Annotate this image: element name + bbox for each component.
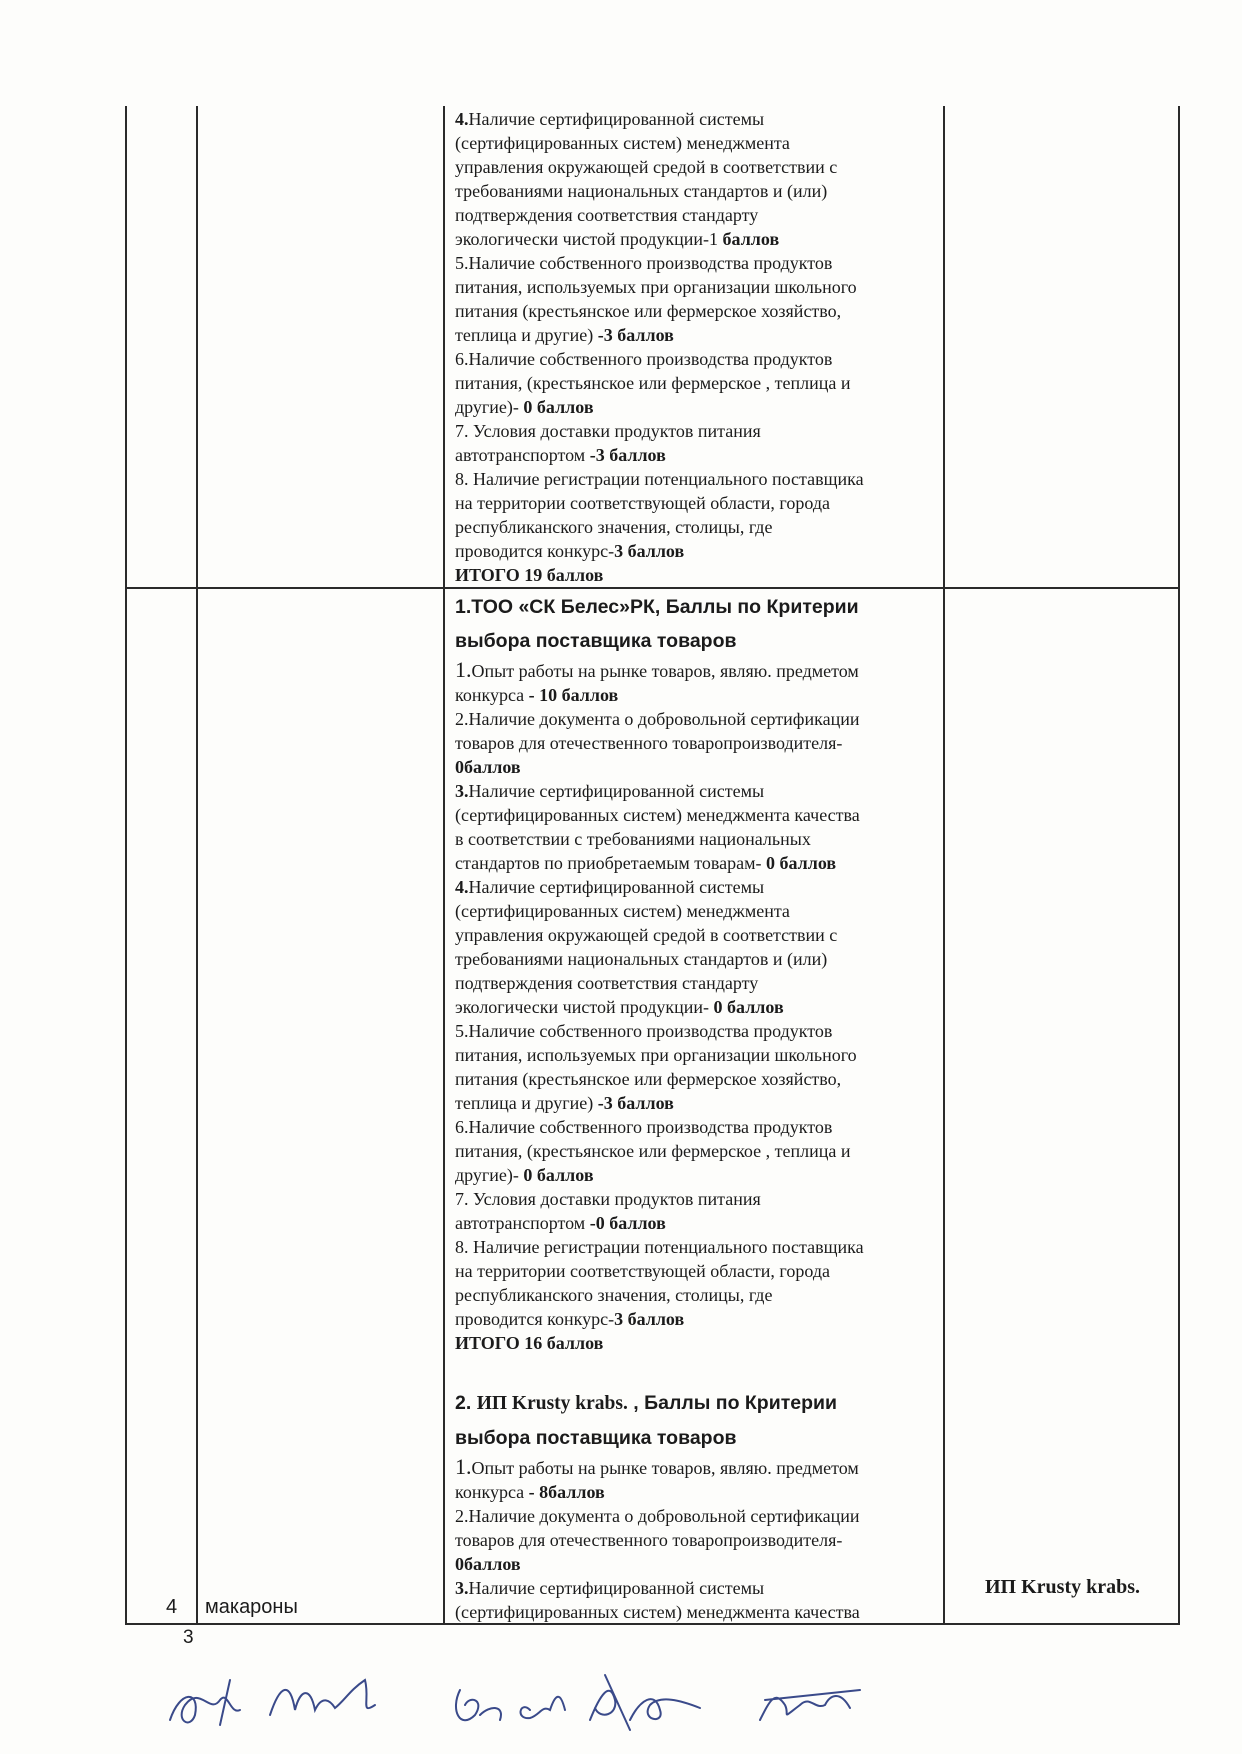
criterion-line bbox=[455, 155, 935, 179]
criterion-score-line bbox=[455, 323, 935, 347]
criterion-text: Условия доставки продуктов питания bbox=[468, 421, 761, 441]
criterion-text: Наличие собственного производства продуктов bbox=[468, 1021, 833, 1041]
criterion-line bbox=[455, 1455, 935, 1480]
criterion-score-line bbox=[455, 683, 935, 707]
criterion-item bbox=[455, 1576, 935, 1624]
criterion-line bbox=[455, 899, 935, 923]
criterion-line bbox=[455, 371, 935, 395]
supplier-heading-number: 2. bbox=[455, 1392, 477, 1414]
criterion-text: товаров для отечественного товаропроизводителя- bbox=[455, 1530, 843, 1550]
supplier-heading: 1.ТОО «СК Белес»РК, Баллы по Критерии bbox=[455, 596, 859, 618]
criterion-number: 4. bbox=[455, 109, 469, 129]
criterion-line bbox=[455, 779, 935, 803]
criterion-number: 2. bbox=[455, 709, 469, 729]
criterion-line bbox=[455, 347, 935, 371]
criterion-text: конкурса bbox=[455, 1482, 529, 1502]
criterion-text: республиканского значения, столицы, где bbox=[455, 517, 773, 537]
criterion-text: Наличие документа о добровольной сертификации bbox=[468, 709, 860, 729]
criterion-number: 4. bbox=[455, 877, 469, 897]
supplier-heading-line2: выбора поставщика товаров bbox=[455, 1427, 737, 1449]
criterion-number: 2. bbox=[455, 1506, 469, 1526]
criterion-item bbox=[455, 707, 935, 779]
criterion-text: Условия доставки продуктов питания bbox=[468, 1189, 761, 1209]
criterion-score: 0 баллов bbox=[523, 397, 594, 417]
criterion-item bbox=[455, 1115, 935, 1187]
criterion-number: 1. bbox=[455, 1454, 472, 1479]
criterion-text: конкурса bbox=[455, 685, 529, 705]
criterion-line bbox=[455, 1187, 935, 1211]
criterion-score-line bbox=[455, 1211, 935, 1235]
criterion-score: -0 баллов bbox=[589, 1213, 666, 1233]
winner-supplier: ИП Krusty krabs. bbox=[985, 1576, 1141, 1598]
criterion-score-line bbox=[455, 1552, 935, 1576]
criterion-item bbox=[455, 1504, 935, 1576]
criterion-text: питания, (крестьянское или фермерское , теплица и bbox=[455, 1141, 851, 1161]
criterion-text: Наличие сертифицированной системы bbox=[468, 877, 765, 897]
criterion-text: автотранспортом bbox=[455, 445, 590, 465]
criterion-text: управления окружающей средой в соответствии с bbox=[455, 925, 838, 945]
handwritten-signatures bbox=[160, 1660, 980, 1740]
criterion-line bbox=[455, 1283, 935, 1307]
criteria-list bbox=[455, 658, 935, 1355]
criterion-text: теплица и другие) bbox=[455, 1093, 598, 1113]
total-score: ИТОГО 16 баллов bbox=[455, 1333, 604, 1353]
criterion-number: 3. bbox=[455, 1578, 469, 1598]
criterion-score-line bbox=[455, 395, 935, 419]
criterion-text: (сертифицированных систем) менеджмента качества bbox=[455, 1602, 860, 1622]
criterion-text: на территории соответствующей области, города bbox=[455, 1261, 830, 1281]
criterion-text: на территории соответствующей области, города bbox=[455, 493, 830, 513]
criterion-score: 0 баллов bbox=[765, 853, 837, 873]
criterion-text: Опыт работы на рынке товаров, являю. предметом bbox=[471, 661, 859, 681]
criterion-text: питания, используемых при организации школьного bbox=[455, 1045, 857, 1065]
criterion-number: 3. bbox=[455, 781, 469, 801]
page-number: 3 bbox=[183, 1627, 194, 1648]
table-border-right bbox=[1178, 106, 1180, 1624]
criterion-line bbox=[455, 1139, 935, 1163]
criterion-line bbox=[455, 658, 935, 683]
criteria-list bbox=[455, 1455, 935, 1624]
criterion-number: 7. bbox=[455, 1189, 469, 1209]
signature-3 bbox=[456, 1690, 565, 1720]
criterion-line bbox=[455, 515, 935, 539]
criteria-block-previous bbox=[455, 107, 935, 587]
supplier-heading-line2: выбора поставщика товаров bbox=[455, 630, 737, 652]
supplier-heading-rest: , Баллы по Критерии bbox=[627, 1392, 837, 1414]
criterion-number: 6. bbox=[455, 349, 469, 369]
criterion-text: товаров для отечественного товаропроизводителя- bbox=[455, 733, 843, 753]
criterion-score-line bbox=[455, 995, 935, 1019]
criterion-text: проводится конкурс- bbox=[455, 1309, 615, 1329]
table-column-divider-1 bbox=[196, 106, 198, 1624]
criteria-block-krusty-krabs bbox=[455, 1386, 935, 1624]
criterion-number: 8. bbox=[455, 1237, 469, 1257]
criterion-line bbox=[455, 827, 935, 851]
criterion-line bbox=[455, 1528, 935, 1552]
criterion-score: 3 баллов bbox=[614, 541, 685, 561]
criterion-line bbox=[455, 299, 935, 323]
criterion-text: Опыт работы на рынке товаров, являю. предметом bbox=[471, 1458, 859, 1478]
criterion-text: управления окружающей средой в соответствии с bbox=[455, 157, 838, 177]
criterion-text: питания, (крестьянское или фермерское , теплица и bbox=[455, 373, 851, 393]
criterion-number: 6. bbox=[455, 1117, 469, 1137]
signature-2 bbox=[270, 1680, 375, 1715]
criterion-score-line bbox=[455, 443, 935, 467]
criterion-line bbox=[455, 203, 935, 227]
criterion-text: Наличие регистрации потенциального поставщика bbox=[468, 469, 864, 489]
signature-1 bbox=[170, 1680, 240, 1725]
criterion-item bbox=[455, 419, 935, 467]
criterion-text: Наличие регистрации потенциального поставщика bbox=[468, 1237, 864, 1257]
supplier-heading bbox=[455, 1386, 935, 1421]
criterion-text: подтверждения соответствия стандарту bbox=[455, 973, 759, 993]
criterion-line bbox=[455, 1235, 935, 1259]
criterion-score-line bbox=[455, 1163, 935, 1187]
criterion-score-line bbox=[455, 1091, 935, 1115]
criterion-text: Наличие сертифицированной системы bbox=[468, 781, 765, 801]
criterion-text: питания (крестьянское или фермерское хозяйство, bbox=[455, 1069, 842, 1089]
criterion-text: подтверждения соответствия стандарту bbox=[455, 205, 759, 225]
criterion-number: 5. bbox=[455, 253, 469, 273]
criterion-text: питания (крестьянское или фермерское хозяйство, bbox=[455, 301, 842, 321]
criterion-text: Наличие сертифицированной системы bbox=[468, 1578, 765, 1598]
criterion-text: требованиями национальных стандартов и (или) bbox=[455, 181, 828, 201]
criterion-score-line bbox=[455, 539, 935, 563]
row-separator bbox=[125, 587, 1180, 589]
criterion-text: проводится конкурс- bbox=[455, 541, 615, 561]
criterion-text: стандартов по приобретаемым товарам- bbox=[455, 853, 766, 873]
criterion-item bbox=[455, 107, 935, 251]
criterion-line bbox=[455, 947, 935, 971]
criterion-score-line bbox=[455, 755, 935, 779]
criterion-item bbox=[455, 1235, 935, 1331]
criterion-line bbox=[455, 491, 935, 515]
criterion-line bbox=[455, 1019, 935, 1043]
criteria-block-sk-beles bbox=[455, 590, 935, 1355]
criterion-text: экологически чистой продукции-1 bbox=[455, 229, 723, 249]
criterion-item bbox=[455, 1187, 935, 1235]
criterion-line bbox=[455, 971, 935, 995]
criterion-text: в соответствии с требованиями национальных bbox=[455, 829, 811, 849]
criterion-line bbox=[455, 419, 935, 443]
criterion-line bbox=[455, 251, 935, 275]
table-column-divider-2 bbox=[443, 106, 445, 1624]
criterion-item bbox=[455, 467, 935, 563]
criterion-text: Наличие сертифицированной системы bbox=[468, 109, 765, 129]
criterion-text: автотранспортом bbox=[455, 1213, 590, 1233]
criterion-text: требованиями национальных стандартов и (или) bbox=[455, 949, 828, 969]
criterion-item bbox=[455, 251, 935, 347]
criterion-line bbox=[455, 1504, 935, 1528]
criterion-text: питания, используемых при организации школьного bbox=[455, 277, 857, 297]
criterion-score: 0баллов bbox=[455, 757, 521, 777]
criterion-item bbox=[455, 1455, 935, 1504]
criterion-line bbox=[455, 275, 935, 299]
criterion-text: Наличие документа о добровольной сертификации bbox=[468, 1506, 860, 1526]
table-column-divider-3 bbox=[943, 106, 945, 1624]
criterion-score: - 8баллов bbox=[528, 1482, 605, 1502]
criterion-number: 1. bbox=[455, 657, 472, 682]
criterion-text: другие)- bbox=[455, 397, 524, 417]
criterion-line bbox=[455, 1067, 935, 1091]
total-score: ИТОГО 19 баллов bbox=[455, 565, 604, 585]
criterion-line bbox=[455, 707, 935, 731]
criterion-score: 0 баллов bbox=[713, 997, 784, 1017]
product-name: макароны bbox=[205, 1596, 298, 1618]
criterion-score: - 10 баллов bbox=[528, 685, 619, 705]
criterion-text: (сертифицированных систем) менеджмента bbox=[455, 901, 790, 921]
criterion-line bbox=[455, 803, 935, 827]
criterion-text: экологически чистой продукции- bbox=[455, 997, 714, 1017]
supplier-name: ИП Krusty krabs. bbox=[476, 1393, 628, 1414]
criterion-text: (сертифицированных систем) менеджмента качества bbox=[455, 805, 860, 825]
criterion-score-line bbox=[455, 227, 935, 251]
criterion-score: 0 баллов bbox=[523, 1165, 594, 1185]
criterion-score: -3 баллов bbox=[589, 445, 666, 465]
criterion-text: другие)- bbox=[455, 1165, 524, 1185]
criterion-score-line bbox=[455, 1307, 935, 1331]
criterion-number: 5. bbox=[455, 1021, 469, 1041]
criterion-line bbox=[455, 923, 935, 947]
criterion-line bbox=[455, 1043, 935, 1067]
criterion-score-line bbox=[455, 1480, 935, 1504]
criterion-item bbox=[455, 658, 935, 707]
criterion-text: Наличие собственного производства продуктов bbox=[468, 349, 833, 369]
criterion-number: 8. bbox=[455, 469, 469, 489]
criterion-score: 0баллов bbox=[455, 1554, 521, 1574]
criterion-line bbox=[455, 467, 935, 491]
criterion-text: (сертифицированных систем) менеджмента bbox=[455, 133, 790, 153]
criterion-line bbox=[455, 875, 935, 899]
criterion-item bbox=[455, 347, 935, 419]
signature-5 bbox=[760, 1690, 860, 1720]
row-number: 4 bbox=[166, 1596, 178, 1618]
criterion-line bbox=[455, 1115, 935, 1139]
criterion-text: республиканского значения, столицы, где bbox=[455, 1285, 773, 1305]
criterion-score: 3 баллов bbox=[614, 1309, 685, 1329]
criterion-item bbox=[455, 875, 935, 1019]
criterion-line bbox=[455, 731, 935, 755]
criterion-text: Наличие собственного производства продуктов bbox=[468, 1117, 833, 1137]
criterion-item bbox=[455, 1019, 935, 1115]
criterion-text: теплица и другие) bbox=[455, 325, 598, 345]
table-border-left bbox=[125, 106, 127, 1624]
criterion-number: 7. bbox=[455, 421, 469, 441]
criterion-line bbox=[455, 1600, 935, 1624]
criterion-line bbox=[455, 131, 935, 155]
criterion-line bbox=[455, 1259, 935, 1283]
signature-4 bbox=[590, 1675, 700, 1730]
criterion-item bbox=[455, 779, 935, 875]
criterion-text: Наличие собственного производства продуктов bbox=[468, 253, 833, 273]
criterion-score: -3 баллов bbox=[597, 1093, 674, 1113]
criterion-score-line bbox=[455, 851, 935, 875]
criterion-line bbox=[455, 179, 935, 203]
criterion-line bbox=[455, 1576, 935, 1600]
criterion-line bbox=[455, 107, 935, 131]
criterion-score: баллов bbox=[722, 229, 780, 249]
criterion-score: -3 баллов bbox=[597, 325, 674, 345]
